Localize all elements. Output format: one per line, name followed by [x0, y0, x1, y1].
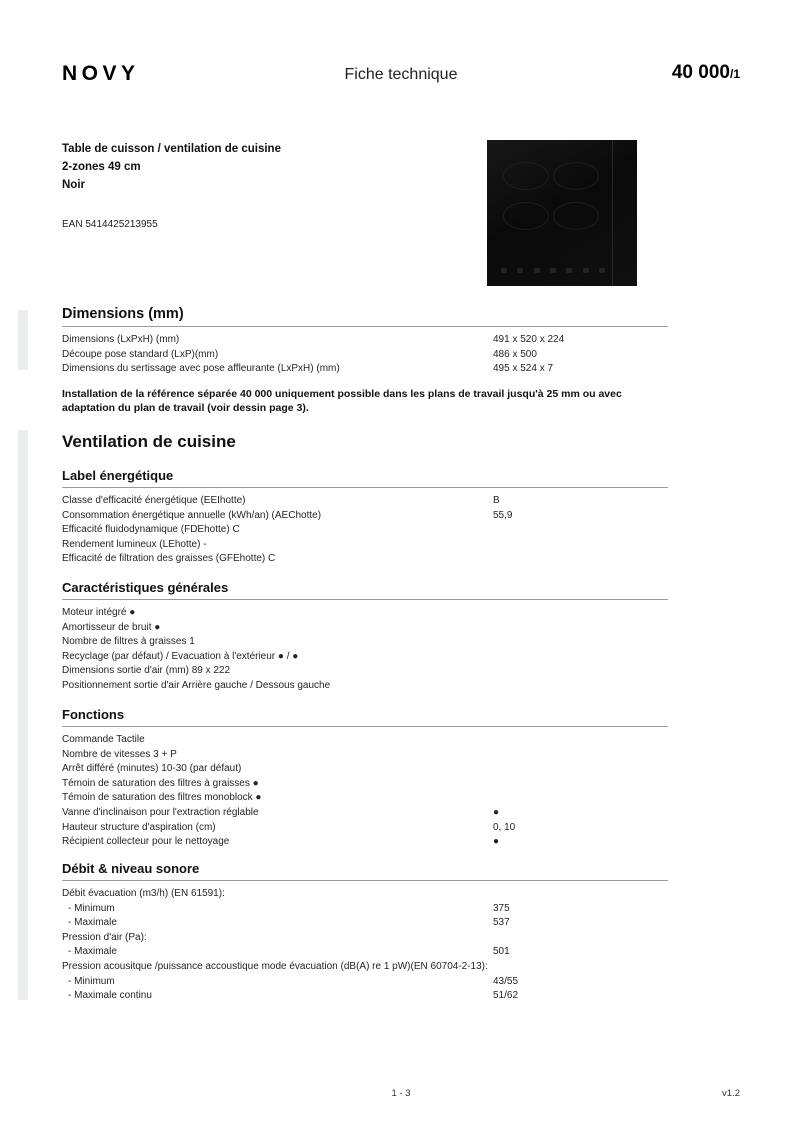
row-value: 491 x 520 x 224 — [493, 334, 565, 345]
margin-accent-bar-top — [18, 310, 28, 370]
table-row — [62, 916, 668, 931]
table-row — [62, 733, 668, 748]
table-row — [62, 362, 668, 377]
document-title: Fiche technique — [344, 66, 458, 83]
row-label: Positionnement sortie d'air Arrière gauche / Dessous gauche — [62, 679, 331, 691]
row-label: Découpe pose standard (LxP)(mm) — [62, 348, 219, 360]
row-value: 375 — [493, 902, 510, 914]
table-row — [62, 777, 668, 792]
page-number: 1 - 3 — [391, 1088, 411, 1099]
installation-note: Installation de la référence séparée 40 000 uniquement possible dans les plans de travail jusqu'à 25 mm ou avec adaptation du plan de travail (voir dessin page 3). — [62, 387, 622, 414]
model-number-value: 40 000 — [671, 62, 730, 83]
cooking-zone-rear-left — [503, 202, 549, 230]
section-title-energy-label: Label énergétique — [62, 468, 668, 488]
product-photo — [487, 140, 637, 286]
table-row — [62, 902, 668, 917]
table-row — [62, 835, 668, 850]
row-label: Dimensions sortie d'air (mm) 89 x 222 — [62, 665, 231, 677]
table-row — [62, 538, 668, 553]
row-label: Commande Tactile — [62, 734, 145, 745]
page-header — [0, 62, 802, 102]
section-title-dimensions: Dimensions (mm) — [62, 306, 668, 327]
row-label: Dimensions (LxPxH) (mm) — [62, 334, 180, 345]
table-row — [62, 523, 668, 538]
control-key-2 — [517, 268, 523, 273]
row-label: Recyclage (par défaut) / Evacuation à l'extérieur ● / ● — [62, 650, 299, 662]
row-label: Pression d'air (Pa): — [62, 931, 147, 943]
row-label: Récipient collecteur pour le nettoyage — [62, 836, 230, 848]
touch-control-strip — [501, 268, 605, 274]
row-value: 501 — [493, 946, 510, 958]
table-row — [62, 748, 668, 763]
row-label: Classe d'efficacité énergétique (EEIhotte) — [62, 495, 246, 506]
control-key-5 — [566, 268, 572, 273]
row-label: Témoin de saturation des filtres monoblock ● — [62, 792, 262, 804]
control-key-7 — [599, 268, 605, 273]
row-label: Dimensions du sertissage avec pose affleurante (LxPxH) (mm) — [62, 363, 340, 375]
functions-rows — [62, 733, 668, 850]
table-row — [62, 931, 668, 946]
row-label: Efficacité de filtration des graisses (GFEhotte) C — [62, 553, 276, 565]
row-value: B — [493, 495, 500, 506]
control-key-1 — [501, 268, 507, 273]
product-line-2: 2-zones 49 cm — [62, 161, 141, 173]
row-label: - Minimum — [68, 975, 115, 987]
row-value: ● — [493, 836, 500, 848]
row-label: Nombre de filtres à graisses 1 — [62, 636, 195, 648]
table-row — [62, 989, 668, 1004]
table-row — [62, 806, 668, 821]
section-title-general-features: Caractéristiques générales — [62, 580, 668, 600]
margin-accent-bar-main — [18, 430, 28, 1000]
section-functions — [62, 707, 668, 850]
row-label: - Maximale continu — [68, 990, 152, 1002]
section-dimensions — [62, 306, 668, 415]
table-row — [62, 650, 668, 665]
row-value: 486 x 500 — [493, 348, 537, 360]
table-row — [62, 621, 668, 636]
section-title-functions: Fonctions — [62, 707, 668, 727]
row-label: Rendement lumineux (LEhotte) - — [62, 538, 207, 550]
row-label: Hauteur structure d'aspiration (cm) — [62, 821, 216, 833]
ean-code: EAN 5414425213955 — [62, 219, 158, 230]
row-label: Moteur intégré ● — [62, 607, 136, 618]
row-value: 537 — [493, 917, 510, 929]
row-value: ● — [493, 806, 500, 818]
dimensions-rows — [62, 333, 668, 377]
table-row — [62, 945, 668, 960]
cooktop-seam — [612, 140, 613, 286]
table-row — [62, 552, 668, 567]
section-energy-label — [62, 468, 668, 567]
table-row — [62, 821, 668, 836]
row-label: Nombre de vitesses 3 + P — [62, 748, 177, 760]
row-value: 495 x 524 x 7 — [493, 363, 554, 375]
energy-label-rows — [62, 494, 668, 567]
table-row — [62, 960, 668, 975]
control-key-3 — [534, 268, 540, 273]
row-label: - Maximale — [68, 917, 117, 929]
row-label: Pression acousitque /puissance accoustique mode évacuation (dB(A) re 1 pW)(EN 60704-2-13): — [62, 960, 488, 972]
section-title-ventilation: Ventilation de cuisine — [62, 432, 236, 451]
document-version: v1.2 — [722, 1088, 740, 1099]
row-label: Vanne d'inclinaison pour l'extraction réglable — [62, 806, 259, 818]
cooking-zone-front-left — [503, 162, 549, 190]
table-row — [62, 679, 668, 694]
table-row — [62, 664, 668, 679]
row-value: 55,9 — [493, 509, 513, 521]
table-row — [62, 606, 668, 621]
row-value: 51/62 — [493, 990, 519, 1002]
row-label: - Minimum — [68, 902, 115, 914]
table-row — [62, 635, 668, 650]
general-features-rows — [62, 606, 668, 694]
cooking-zone-front-right — [553, 162, 599, 190]
model-number — [672, 62, 740, 84]
table-row — [62, 494, 668, 509]
row-label: - Maximale — [68, 946, 117, 958]
section-ventilation — [62, 432, 668, 452]
table-row — [62, 509, 668, 524]
row-label: Efficacité fluidodynamique (FDEhotte) C — [62, 524, 240, 536]
table-row — [62, 348, 668, 363]
control-key-6 — [583, 268, 589, 273]
control-key-4 — [550, 268, 556, 273]
row-label: Consommation énergétique annuelle (kWh/an) (AEChotte) — [62, 509, 322, 521]
product-description — [62, 140, 462, 194]
table-row — [62, 887, 668, 902]
table-row — [62, 975, 668, 990]
row-value: 43/55 — [493, 975, 519, 987]
section-airflow-noise — [62, 861, 668, 1004]
model-number-suffix: /1 — [729, 67, 740, 81]
table-row — [62, 762, 668, 777]
product-line-3: Noir — [62, 179, 85, 191]
product-line-1: Table de cuisson / ventilation de cuisine — [62, 143, 281, 155]
table-row — [62, 791, 668, 806]
cooking-zone-rear-right — [553, 202, 599, 230]
section-title-airflow-noise: Débit & niveau sonore — [62, 861, 668, 881]
row-value: 0, 10 — [493, 821, 516, 833]
row-label: Débit évacuation (m3/h) (EN 61591): — [62, 888, 225, 899]
airflow-noise-rows — [62, 887, 668, 1004]
section-general-features — [62, 580, 668, 694]
row-label: Arrêt différé (minutes) 10-30 (par défaut) — [62, 763, 242, 775]
novy-logo: NOVY — [62, 62, 140, 85]
row-label: Amortisseur de bruit ● — [62, 621, 161, 633]
row-label: Témoin de saturation des filtres à graisses ● — [62, 777, 259, 789]
table-row — [62, 333, 668, 348]
